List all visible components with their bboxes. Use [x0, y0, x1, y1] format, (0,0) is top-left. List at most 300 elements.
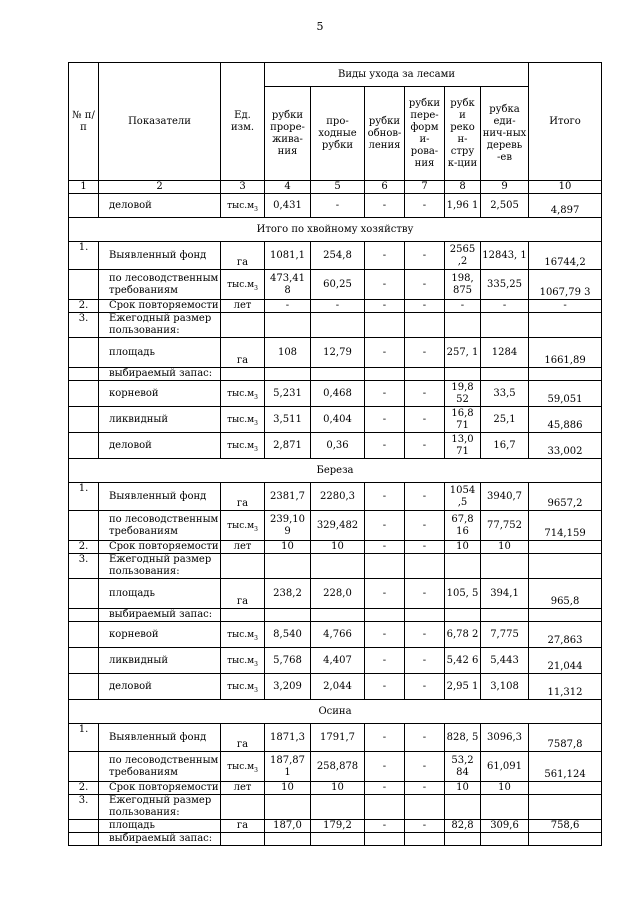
row-number: [69, 433, 99, 459]
value-cell: 16,7: [481, 433, 529, 459]
row-label: Ежегодный размер пользования:: [99, 313, 221, 338]
value-cell: 60,25: [311, 270, 365, 300]
value-cell: 257, 1: [445, 338, 481, 368]
header-c5: про-ходные рубки: [311, 87, 365, 181]
value-cell: 0,468: [311, 381, 365, 407]
value-cell: [365, 554, 405, 579]
value-cell: [445, 368, 481, 381]
value-cell: 758,6: [529, 820, 602, 833]
value-cell: 2,044: [311, 674, 365, 700]
value-cell: -: [365, 511, 405, 541]
section-title: Итого по хвойному хозяйству: [69, 218, 602, 242]
row-label: корневой: [99, 622, 221, 648]
table-row: [69, 242, 602, 270]
value-cell: [311, 313, 365, 338]
value-cell: [365, 313, 405, 338]
value-cell: 254,8: [311, 242, 365, 270]
colnum: 1: [69, 181, 99, 194]
row-label: Выявленный фонд: [99, 483, 221, 511]
value-cell: -: [405, 674, 445, 700]
row-label: Выявленный фонд: [99, 724, 221, 752]
value-cell: -: [405, 300, 445, 313]
value-cell: 1,96 1: [445, 194, 481, 218]
table-row: [69, 483, 602, 511]
value-cell: -: [365, 674, 405, 700]
row-unit: $тыс.м_3$: [221, 674, 265, 700]
table-row: [69, 795, 602, 820]
value-cell: -: [405, 622, 445, 648]
row-unit: га: [221, 242, 265, 270]
row-unit: га: [221, 579, 265, 609]
value-cell: 2,95 1: [445, 674, 481, 700]
value-cell: [365, 795, 405, 820]
section-title: Береза: [69, 459, 602, 483]
value-cell: 27,863: [529, 622, 602, 648]
header-c8: рубк и реко н-стру к-ции: [445, 87, 481, 181]
table-row: [69, 554, 602, 579]
value-cell: [529, 833, 602, 846]
value-cell: -: [365, 541, 405, 554]
table-row: [69, 433, 602, 459]
value-cell: -: [405, 381, 445, 407]
value-cell: -: [405, 483, 445, 511]
value-cell: [481, 609, 529, 622]
value-cell: 1067,79 3: [529, 270, 602, 300]
value-cell: 10: [445, 782, 481, 795]
row-label: Срок повторяемости: [99, 300, 221, 313]
row-label: Выявленный фонд: [99, 242, 221, 270]
row-number: [69, 368, 99, 381]
value-cell: [529, 541, 602, 554]
row-label: по лесоводственным требованиям: [99, 752, 221, 782]
value-cell: -: [405, 541, 445, 554]
value-cell: 13,0 71: [445, 433, 481, 459]
value-cell: 33,5: [481, 381, 529, 407]
row-label: Срок повторяемости: [99, 782, 221, 795]
header-c6: рубки обнов-ления: [365, 87, 405, 181]
value-cell: [265, 833, 311, 846]
value-cell: 7,775: [481, 622, 529, 648]
value-cell: [365, 833, 405, 846]
value-cell: 228,0: [311, 579, 365, 609]
table-row: [69, 674, 602, 700]
value-cell: [265, 795, 311, 820]
row-number: [69, 407, 99, 433]
value-cell: -: [365, 648, 405, 674]
value-cell: 714,159: [529, 511, 602, 541]
value-cell: -: [405, 579, 445, 609]
table-row: [69, 579, 602, 609]
value-cell: 1791,7: [311, 724, 365, 752]
value-cell: [311, 554, 365, 579]
header-total: Итого: [529, 63, 602, 181]
value-cell: [405, 313, 445, 338]
table-row: [69, 338, 602, 368]
row-number: 2.: [69, 782, 99, 795]
value-cell: 45,886: [529, 407, 602, 433]
value-cell: [445, 833, 481, 846]
value-cell: 9657,2: [529, 483, 602, 511]
value-cell: -: [365, 270, 405, 300]
value-cell: 1871,3: [265, 724, 311, 752]
value-cell: 105, 5: [445, 579, 481, 609]
value-cell: 5,42 6: [445, 648, 481, 674]
row-label: по лесоводственным требованиям: [99, 270, 221, 300]
row-number: [69, 338, 99, 368]
value-cell: 2,505: [481, 194, 529, 218]
header-c4: рубки проре-жива-ния: [265, 87, 311, 181]
row-unit: [221, 368, 265, 381]
table-row: [69, 609, 602, 622]
value-cell: -: [365, 194, 405, 218]
header-group: Виды ухода за лесами: [265, 63, 529, 87]
header-unit: Ед. изм.: [221, 63, 265, 181]
value-cell: 21,044: [529, 648, 602, 674]
row-number: 1.: [69, 724, 99, 752]
table-row: [69, 724, 602, 752]
value-cell: 59,051: [529, 381, 602, 407]
value-cell: -: [405, 820, 445, 833]
value-cell: -: [365, 483, 405, 511]
table-row: [69, 407, 602, 433]
row-label: по лесоводственным требованиям: [99, 511, 221, 541]
colnum: 8: [445, 181, 481, 194]
row-unit: $тыс.м_3$: [221, 511, 265, 541]
value-cell: 2565 ,2: [445, 242, 481, 270]
row-label: выбираемый запас:: [99, 833, 221, 846]
row-unit: $тыс.м_3$: [221, 381, 265, 407]
value-cell: [445, 609, 481, 622]
table-row: [69, 194, 602, 218]
value-cell: -: [405, 433, 445, 459]
value-cell: 10: [265, 541, 311, 554]
row-number: [69, 752, 99, 782]
value-cell: [529, 609, 602, 622]
value-cell: -: [405, 407, 445, 433]
value-cell: [265, 368, 311, 381]
header-indicators: Показатели: [99, 63, 221, 181]
row-unit: га: [221, 338, 265, 368]
value-cell: 6,78 2: [445, 622, 481, 648]
value-cell: 12843, 1: [481, 242, 529, 270]
value-cell: 187,0: [265, 820, 311, 833]
value-cell: 10: [445, 541, 481, 554]
value-cell: 67,8 16: [445, 511, 481, 541]
value-cell: [265, 554, 311, 579]
value-cell: -: [365, 752, 405, 782]
table-row: [69, 622, 602, 648]
page-number: 5: [316, 20, 324, 33]
value-cell: 33,002: [529, 433, 602, 459]
value-cell: [481, 833, 529, 846]
row-number: [69, 833, 99, 846]
value-cell: -: [481, 300, 529, 313]
row-unit: га: [221, 483, 265, 511]
value-cell: 5,443: [481, 648, 529, 674]
value-cell: [405, 833, 445, 846]
colnum: 2: [99, 181, 221, 194]
table-body: [69, 194, 602, 846]
value-cell: 965,8: [529, 579, 602, 609]
value-cell: 19,8 52: [445, 381, 481, 407]
table-row: [69, 648, 602, 674]
value-cell: [529, 313, 602, 338]
row-unit: $тыс.м_3$: [221, 433, 265, 459]
header-c7: рубки пере-форм и-рова-ния: [405, 87, 445, 181]
row-number: [69, 511, 99, 541]
value-cell: 10: [265, 782, 311, 795]
row-number: 2.: [69, 541, 99, 554]
row-label: Ежегодный размер пользования:: [99, 554, 221, 579]
row-number: 3.: [69, 554, 99, 579]
table-row: [69, 368, 602, 381]
row-number: 2.: [69, 300, 99, 313]
row-number: 1.: [69, 483, 99, 511]
value-cell: -: [365, 433, 405, 459]
row-label: площадь: [99, 579, 221, 609]
table-row: [69, 820, 602, 833]
table-row: [69, 782, 602, 795]
value-cell: [405, 554, 445, 579]
row-unit: [221, 795, 265, 820]
colnum: 5: [311, 181, 365, 194]
row-unit: га: [221, 820, 265, 833]
value-cell: [529, 782, 602, 795]
row-number: 1.: [69, 242, 99, 270]
value-cell: 1081,1: [265, 242, 311, 270]
value-cell: [311, 609, 365, 622]
value-cell: [405, 795, 445, 820]
value-cell: 4,407: [311, 648, 365, 674]
value-cell: 4,897: [529, 194, 602, 218]
row-unit: $тыс.м_3$: [221, 622, 265, 648]
value-cell: -: [445, 300, 481, 313]
value-cell: 3940,7: [481, 483, 529, 511]
row-number: [69, 820, 99, 833]
value-cell: 828, 5: [445, 724, 481, 752]
value-cell: -: [365, 300, 405, 313]
value-cell: -: [365, 782, 405, 795]
row-unit: $тыс.м_3$: [221, 194, 265, 218]
row-number: [69, 579, 99, 609]
row-number: [69, 270, 99, 300]
section-title: Осина: [69, 700, 602, 724]
row-unit: га: [221, 724, 265, 752]
value-cell: 3096,3: [481, 724, 529, 752]
row-unit: лет: [221, 300, 265, 313]
row-number: [69, 648, 99, 674]
row-unit: $тыс.м_3$: [221, 407, 265, 433]
value-cell: 2,871: [265, 433, 311, 459]
row-unit: [221, 833, 265, 846]
value-cell: [529, 554, 602, 579]
value-cell: [311, 368, 365, 381]
row-unit: лет: [221, 541, 265, 554]
value-cell: 309,6: [481, 820, 529, 833]
value-cell: 25,1: [481, 407, 529, 433]
row-number: 3.: [69, 795, 99, 820]
value-cell: -: [529, 300, 602, 313]
column-number-row: [69, 181, 602, 194]
value-cell: [365, 368, 405, 381]
value-cell: 3,511: [265, 407, 311, 433]
row-label: площадь: [99, 820, 221, 833]
row-unit: $тыс.м_3$: [221, 270, 265, 300]
value-cell: 3,209: [265, 674, 311, 700]
value-cell: 3,108: [481, 674, 529, 700]
value-cell: -: [365, 407, 405, 433]
value-cell: -: [265, 300, 311, 313]
table-row: [69, 381, 602, 407]
value-cell: -: [365, 242, 405, 270]
value-cell: [481, 554, 529, 579]
value-cell: -: [405, 511, 445, 541]
value-cell: [311, 833, 365, 846]
value-cell: -: [405, 242, 445, 270]
value-cell: [311, 795, 365, 820]
row-number: [69, 622, 99, 648]
table-row: [69, 833, 602, 846]
table-row: [69, 511, 602, 541]
row-unit: [221, 609, 265, 622]
value-cell: 187,87 1: [265, 752, 311, 782]
value-cell: [481, 368, 529, 381]
value-cell: [445, 795, 481, 820]
value-cell: 0,36: [311, 433, 365, 459]
value-cell: 108: [265, 338, 311, 368]
row-unit: [221, 313, 265, 338]
row-label: деловой: [99, 194, 221, 218]
row-number: [69, 674, 99, 700]
row-label: выбираемый запас:: [99, 609, 221, 622]
table-row: [69, 752, 602, 782]
row-unit: $тыс.м_3$: [221, 752, 265, 782]
value-cell: 0,404: [311, 407, 365, 433]
value-cell: 2381,7: [265, 483, 311, 511]
value-cell: 10: [481, 541, 529, 554]
row-number: [69, 609, 99, 622]
value-cell: 1284: [481, 338, 529, 368]
value-cell: -: [405, 194, 445, 218]
value-cell: [481, 795, 529, 820]
row-label: ликвидный: [99, 407, 221, 433]
value-cell: -: [365, 338, 405, 368]
colnum: 3: [221, 181, 265, 194]
value-cell: 561,124: [529, 752, 602, 782]
value-cell: 239,10 9: [265, 511, 311, 541]
row-number: [69, 381, 99, 407]
value-cell: 61,091: [481, 752, 529, 782]
value-cell: 473,41 8: [265, 270, 311, 300]
colnum: 6: [365, 181, 405, 194]
colnum: 10: [529, 181, 602, 194]
table-row: [69, 300, 602, 313]
value-cell: 2280,3: [311, 483, 365, 511]
value-cell: -: [405, 752, 445, 782]
value-cell: [445, 313, 481, 338]
value-cell: 1661,89: [529, 338, 602, 368]
value-cell: -: [365, 724, 405, 752]
value-cell: 4,766: [311, 622, 365, 648]
value-cell: [481, 313, 529, 338]
row-label: площадь: [99, 338, 221, 368]
value-cell: -: [311, 194, 365, 218]
value-cell: -: [365, 381, 405, 407]
value-cell: 5,768: [265, 648, 311, 674]
value-cell: 12,79: [311, 338, 365, 368]
row-label: ликвидный: [99, 648, 221, 674]
value-cell: [365, 609, 405, 622]
value-cell: 238,2: [265, 579, 311, 609]
row-unit: [221, 554, 265, 579]
row-label: Срок повторяемости: [99, 541, 221, 554]
value-cell: [445, 554, 481, 579]
value-cell: -: [365, 820, 405, 833]
value-cell: 16,8 71: [445, 407, 481, 433]
value-cell: [529, 795, 602, 820]
value-cell: 16744,2: [529, 242, 602, 270]
value-cell: 11,312: [529, 674, 602, 700]
colnum: 7: [405, 181, 445, 194]
value-cell: 0,431: [265, 194, 311, 218]
value-cell: 258,878: [311, 752, 365, 782]
value-cell: -: [405, 648, 445, 674]
value-cell: 335,25: [481, 270, 529, 300]
header-num: № п/п: [69, 63, 99, 181]
value-cell: [405, 609, 445, 622]
forest-care-table: [68, 62, 602, 846]
value-cell: 77,752: [481, 511, 529, 541]
value-cell: -: [405, 338, 445, 368]
table-row: [69, 270, 602, 300]
colnum: 4: [265, 181, 311, 194]
value-cell: 7587,8: [529, 724, 602, 752]
row-label: Ежегодный размер пользования:: [99, 795, 221, 820]
row-number: 3.: [69, 313, 99, 338]
value-cell: 10: [311, 782, 365, 795]
value-cell: -: [405, 782, 445, 795]
row-unit: лет: [221, 782, 265, 795]
value-cell: -: [365, 579, 405, 609]
value-cell: 82,8: [445, 820, 481, 833]
value-cell: 5,231: [265, 381, 311, 407]
table-row: [69, 313, 602, 338]
row-label: выбираемый запас:: [99, 368, 221, 381]
value-cell: 179,2: [311, 820, 365, 833]
value-cell: -: [405, 270, 445, 300]
value-cell: 53,2 84: [445, 752, 481, 782]
value-cell: 10: [481, 782, 529, 795]
value-cell: [405, 368, 445, 381]
row-label: деловой: [99, 674, 221, 700]
value-cell: 394,1: [481, 579, 529, 609]
row-number: [69, 194, 99, 218]
table-row: [69, 541, 602, 554]
row-label: деловой: [99, 433, 221, 459]
value-cell: -: [405, 724, 445, 752]
value-cell: 10: [311, 541, 365, 554]
colnum: 9: [481, 181, 529, 194]
header-c9: рубка еди-нич-ных деревь -ев: [481, 87, 529, 181]
row-unit: $тыс.м_3$: [221, 648, 265, 674]
value-cell: 8,540: [265, 622, 311, 648]
value-cell: [265, 313, 311, 338]
value-cell: [265, 609, 311, 622]
value-cell: 329,482: [311, 511, 365, 541]
value-cell: 1054 ,5: [445, 483, 481, 511]
value-cell: 198, 875: [445, 270, 481, 300]
row-label: корневой: [99, 381, 221, 407]
